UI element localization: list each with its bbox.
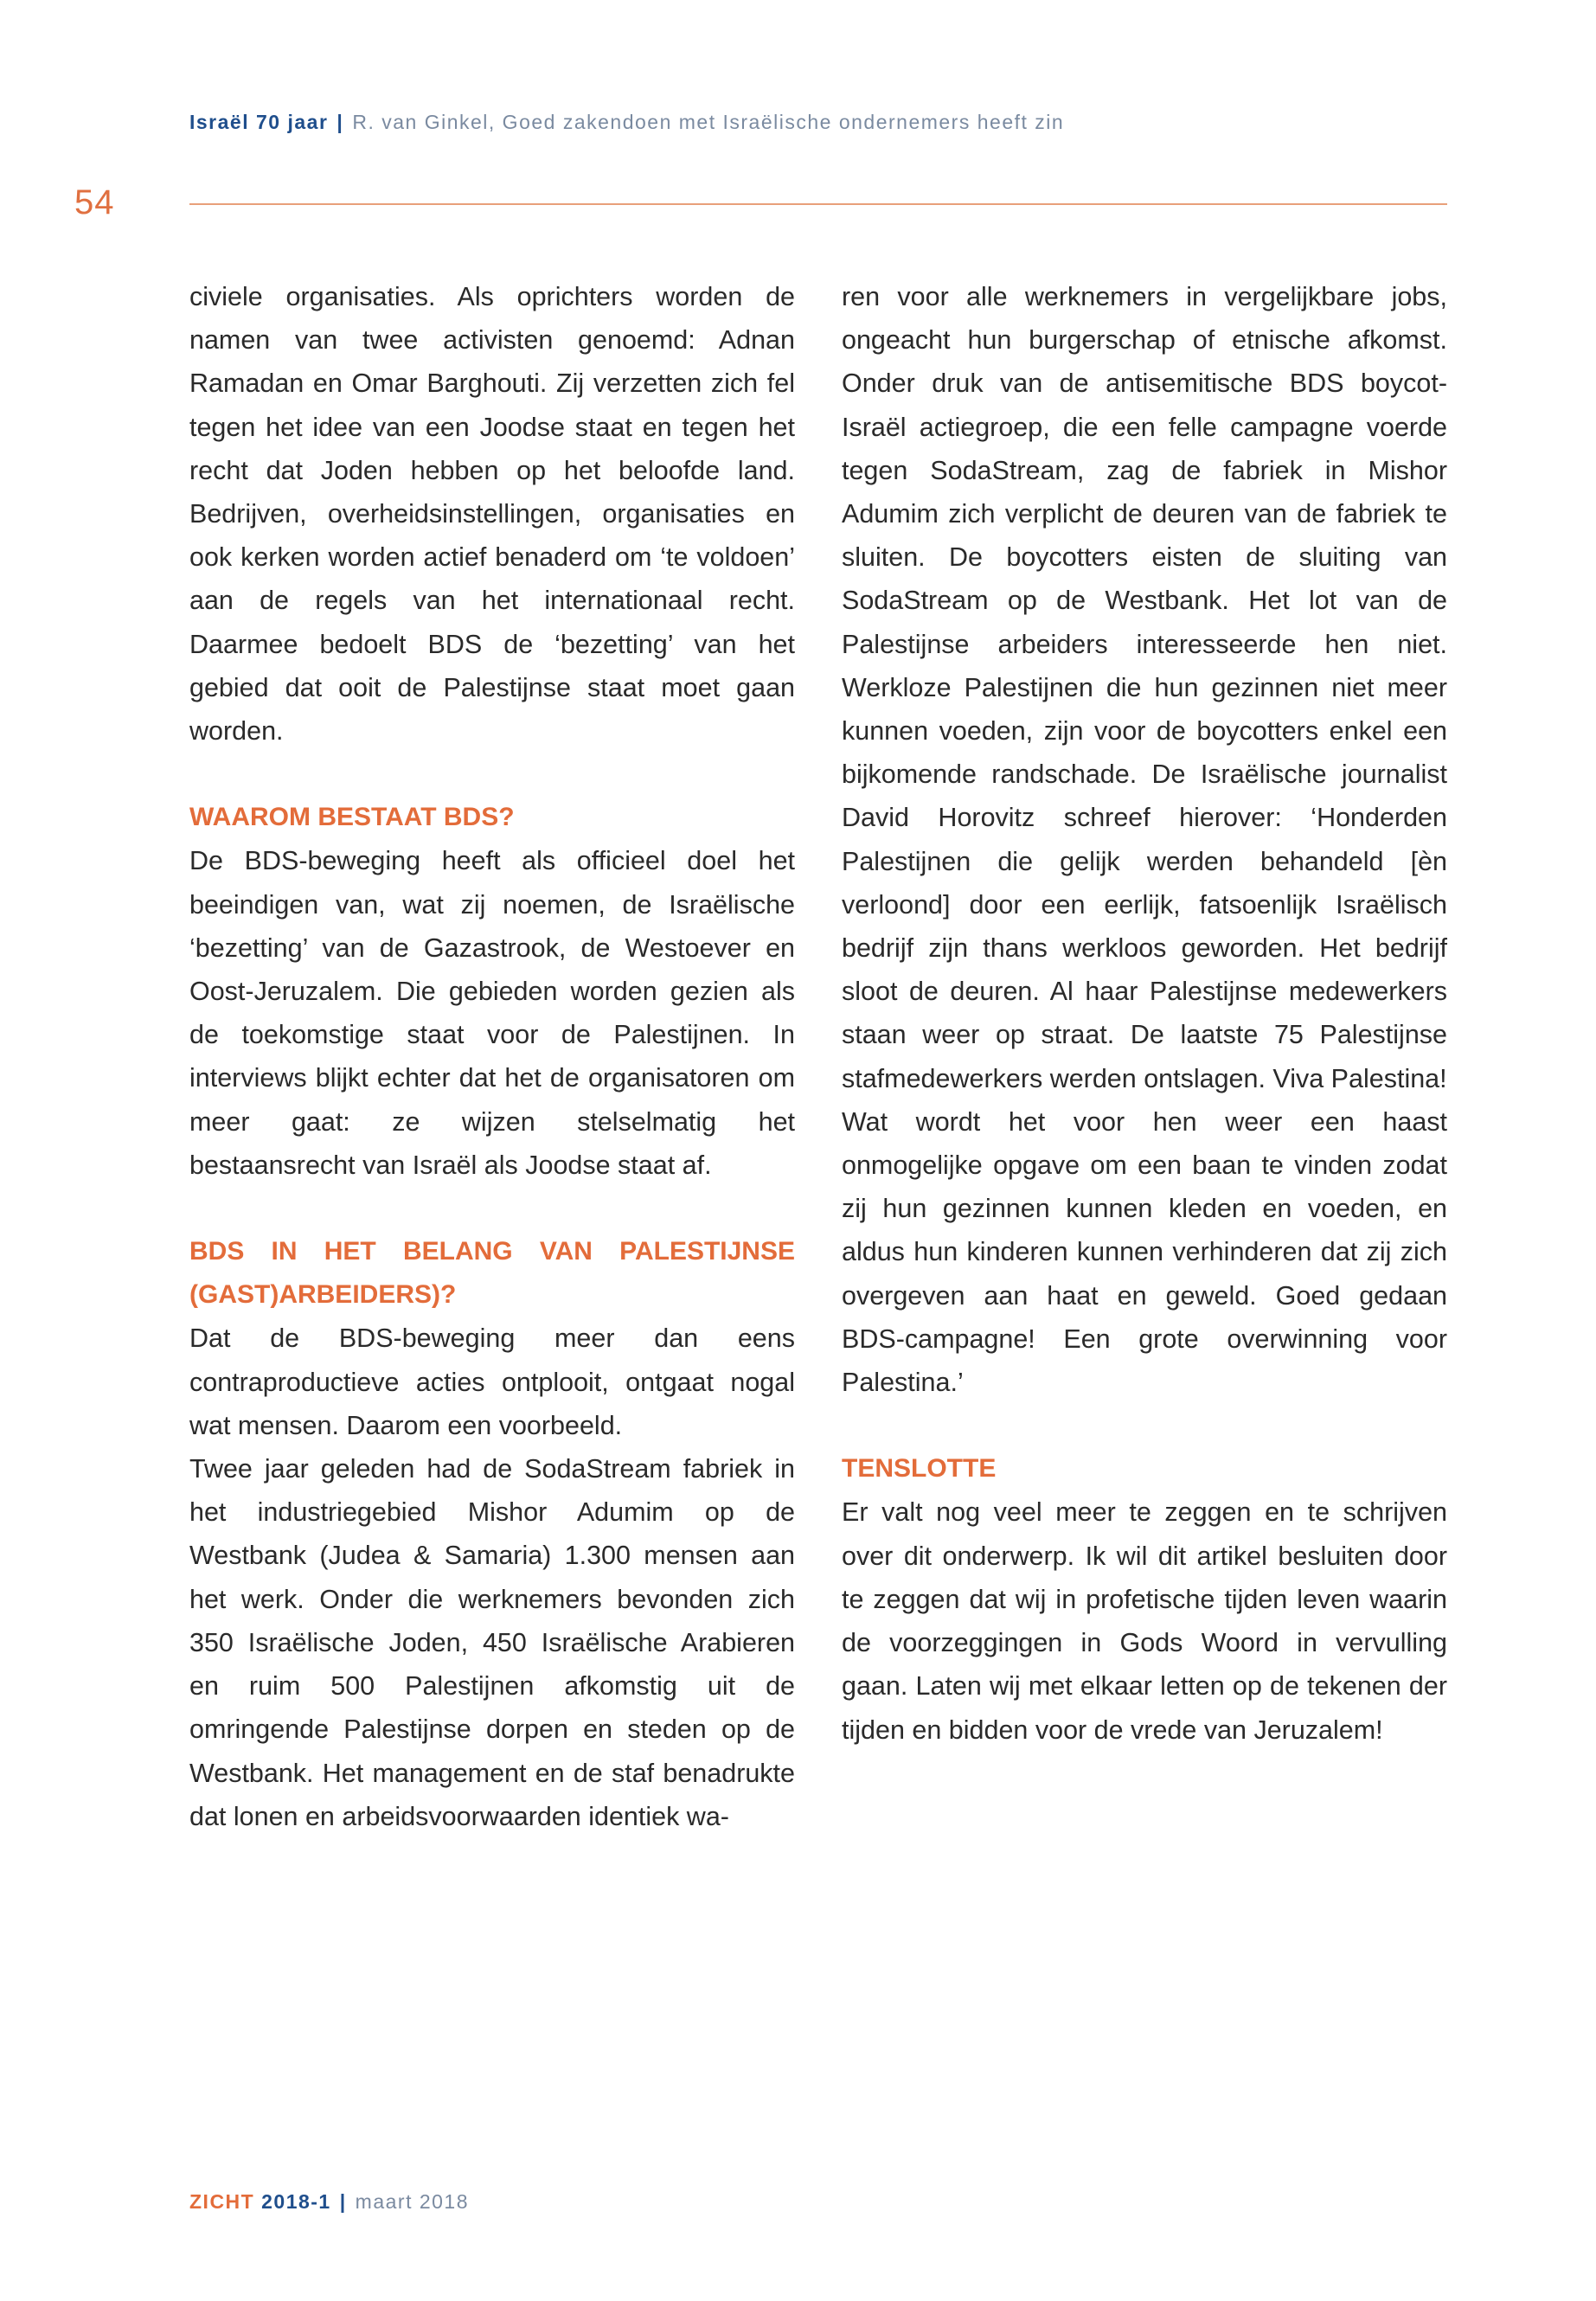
section-heading-tenslotte: TENSLOTTE [842,1454,997,1484]
running-header [189,111,1064,134]
left-column [189,275,795,1838]
header-separator: | [337,111,344,133]
section-paragraph-tenslotte: Er valt nog veel meer te zeggen en te schrijven over dit onderwerp. Ik wil dit artikel besluiten door te zeggen dat wij in profetische tijden leven waarin de voorzeggingen in Gods Woord in vervulling gaan. Laten wij met elkaar letten op de tekenen der tijden en bidden voor de vrede van Jeruzalem! [842,1497,1447,1745]
section-paragraph-belang-1: Dat de BDS-beweging meer dan eens contraproductieve acties ontplooit, ontgaat nogal wat mensen. Daarom een voorbeeld. [189,1324,795,1440]
issue-number: 2018-1 [261,2190,331,2213]
continued-paragraph: ren voor alle werknemers in vergelijkbare jobs, ongeacht hun burgerschap of etnische afkomst. Onder druk van de antisemitische BDS boycot-Israël actiegroep, die een felle campagne voerde tegen SodaStream, zag de fabriek in Mishor Adumim zich verplicht de deuren van de fabriek te sluiten. De boycotters eisten de sluiting van SodaStream op de Westbank. Het lot van de Palestijnse arbeiders interesseerde hen niet. Werkloze Palestijnen die hun gezinnen niet meer kunnen voeden, zijn voor de boycotters enkel een bijkomende randschade. De Israëlische journalist David Horovitz schreef hierover: ‘Honderden Palestijnen die gelijk werden behandeld [èn verloond] door een eerlijk, fatsoenlijk Israëlisch bedrijf zijn thans werkloos geworden. Het bedrijf sloot de deuren. Al haar Palestijnse medewerkers staan weer op straat. De laatste 75 Palestijnse stafmedewerkers werden ontslagen. Viva Palestina! [842,282,1447,1093]
header-rule [189,203,1447,205]
footer [189,2190,469,2214]
issue-date: maart 2018 [355,2190,470,2213]
page-number: 54 [74,183,115,221]
right-column [842,275,1447,1752]
magazine-name: ZICHT [189,2190,255,2213]
quote-paragraph: Wat wordt het voor hen weer een haast onmogelijke opgave om een baan te vinden zodat zij hun gezinnen kunnen kleden en voeden, en aldus hun kinderen kunnen verhinderen dat zij zich overgeven aan haat en geweld. Goed gedaan BDS-campagne! Een grote overwinning voor Palestina.’ [842,1106,1447,1398]
article-title: R. van Ginkel, Goed zakendoen met Israëlische ondernemers heeft zin [352,111,1065,133]
section-heading-belang: BDS IN HET BELANG VAN PALESTIJNSE (GAST)ARBEIDERS)? [189,1237,795,1310]
section-paragraph-waarom: De BDS-beweging heeft als officieel doel het beeindigen van, wat zij noemen, de Israëlische ‘bezetting’ van de Gazastrook, de Westoever en Oost-Jeruzalem. Die gebieden worden gezien als de toekomstige staat voor de Palestijnen. In interviews blijkt echter dat het de organisatoren om meer gaat: ze wijzen stelselmatig het bestaansrecht van Israël als Joodse staat af. [189,846,795,1180]
footer-separator: | [339,2190,347,2213]
section-paragraph-belang-2: Twee jaar geleden had de SodaStream fabriek in het industriegebied Mishor Adumim op de Westbank (Judea & Samaria) 1.300 mensen aan het werk. Onder die werknemers bevonden zich 350 Israëlische Joden, 450 Israëlische Arabieren en ruim 500 Palestijnen afkomstig uit de omringende Palestijnse dorpen en steden op de Westbank. Het management en de staf benadrukte dat lonen en arbeidsvoorwaarden identiek wa- [189,1454,795,1831]
intro-paragraph: civiele organisaties. Als oprichters worden de namen van twee activisten genoemd: Adnan Ramadan en Omar Barghouti. Zij verzetten zich fel tegen het idee van een Joodse staat en tegen het recht dat Joden hebben op het beloofde land. Bedrijven, overheidsinstellingen, organisaties en ook kerken worden actief benaderd om ‘te voldoen’ aan de regels van het internationaal recht. Daarmee bedoelt BDS de ‘bezetting’ van het gebied dat ooit de Palestijnse staat moet gaan worden. [189,282,795,747]
journal-title: Israël 70 jaar [189,111,329,133]
section-heading-waarom: WAAROM BESTAAT BDS? [189,803,515,832]
